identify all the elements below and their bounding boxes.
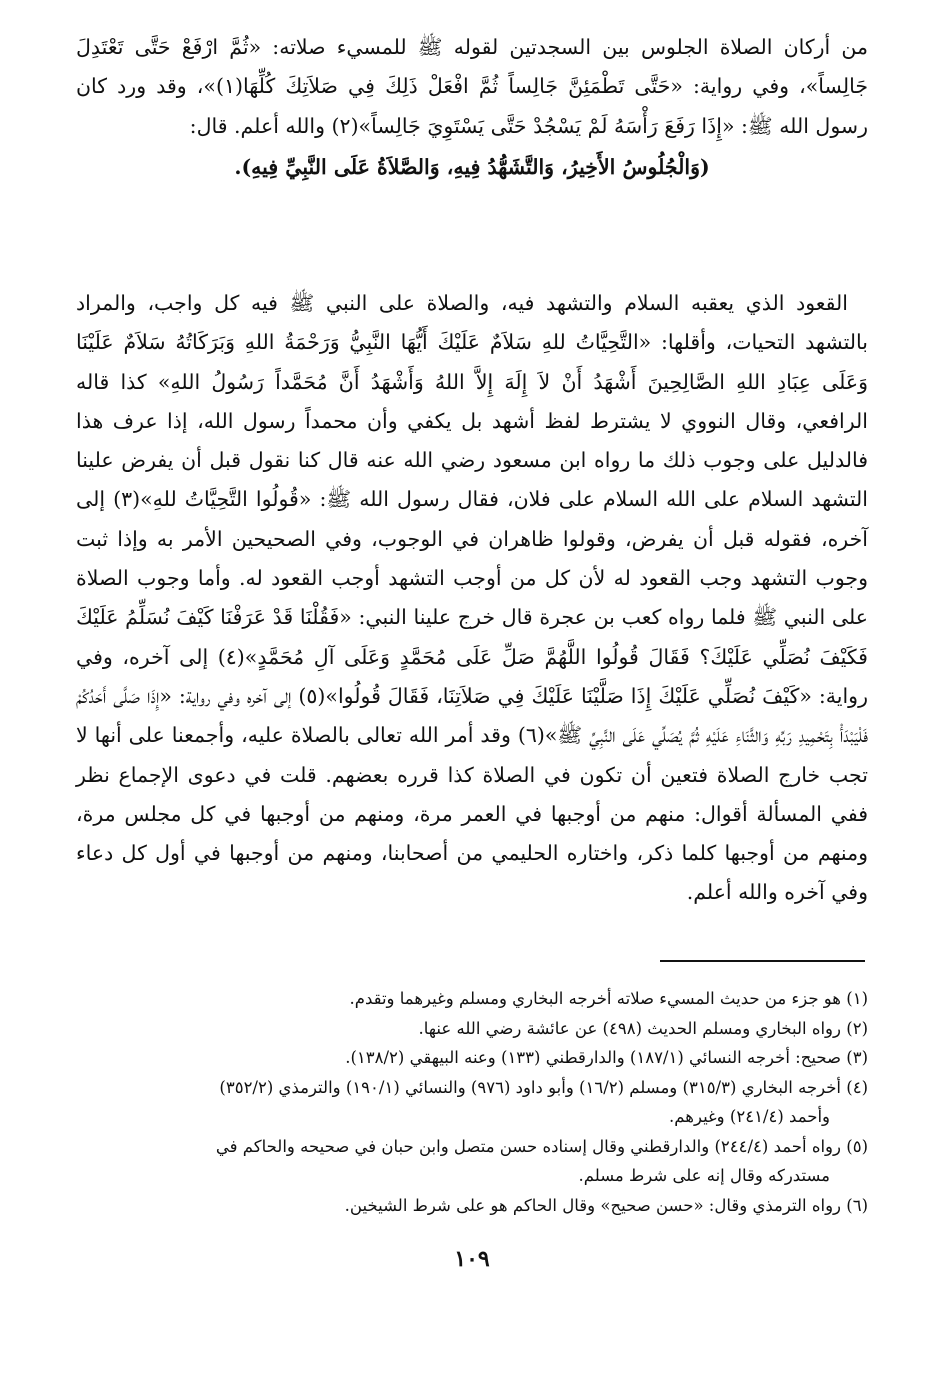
footnote-1: (١) هو جزء من حديث المسيء صلاته أخرجه البخاري ومسلم وغيرهما وتقدم. xyxy=(349,989,868,1008)
footnote-4: (٤) أخرجه البخاري (٣١٥/٣) ومسلم (١٦/٢) وأبو داود (٩٧٦) والنسائي (١٩٠/١) والترمذي (٣٥٢/٢) xyxy=(219,1077,868,1097)
paragraph-1: من أركان الصلاة الجلوس بين السجدتين لقوله ﷺ للمسيء صلاته: «ثُمَّ ارْفَعْ حَتَّى تَعْتَدِلَ جَالِساً»، وفي رواية: «حَتَّى تَطْمَئِنَّ جَالِساً ثُمَّ افْعَلْ ذَلِكَ فِي صَلاَتِكَ كُلِّهَا(١)»، وقد ورد كان رسول الله ﷺ: «إِذَا رَفَعَ رَأْسَهُ لَمْ يَسْجُدْ حَتَّى يَسْتَوِيَ جَالِساً»(٢) والله أعلم. قال: xyxy=(76,35,868,138)
matn-line: (وَالْجُلُوسُ الأَخِيرُ، وَالتَّشَهُّدُ فِيهِ، وَالصَّلاَةُ عَلَى النَّبِيِّ فِيهِ). xyxy=(234,154,710,179)
paragraph-2: القعود الذي يعقبه السلام والتشهد فيه، والصلاة على النبي ﷺ فيه كل واجب، والمراد بالتشهد التحيات، وأقلها: «التَّحِيَّاتُ للهِ سَلاَمٌ عَلَيْكَ أَيُّهَا النَّبِيُّ وَرَحْمَةُ اللهِ وَبَرَكَاتُهُ سَلاَمٌ عَلَيْنَا وَعَلَى عِبَادِ اللهِ الصَّالِحِينَ أَشْهَدُ أَنْ لاَ إِلَهَ إِلاَّ اللهُ وَأَشْهَدُ أَنَّ مُحَمَّداً رَسُولُ اللهِ» كذا قاله الرافعي، وقال النووي لا يشترط لفظ أشهد بل يكفي وأن محمداً رسول الله، إذا عرف هذا فالدليل على وجوب ذلك ما رواه ابن مسعود رضي الله عنه قال كنا نقول قبل أن يفرض علينا التشهد السلام على الله السلام على فلان، فقال رسول الله ﷺ: «قُولُوا التَّحِيَّاتُ للهِ»(٣) إلى آخره، فقوله قبل أن يفرض، وقولوا ظاهران في الوجوب، وفي الصحيحين الأمر به وإذا ثبت وجوب التشهد وجب القعود له لأن كل من أوجب التشهد أوجب القعود له. وأما وجوب الصلاة على النبي ﷺ فلما رواه كعب بن عجرة قال خرج علينا النبي: «فَقُلْنَا قَدْ عَرَفْنَا كَيْفَ نُسَلِّمُ عَلَيْكَ فَكَيْفَ نُصَلِّي عَلَيْكَ؟ فَقَالَ قُولُوا اللَّهُمَّ صَلِّ عَلَى مُحَمَّدٍ وَعَلَى آلِ مُحَمَّدٍ»(٤) إلى آخره، وفي رواية: «كَيْفَ نُصَلِّي عَلَيْكَ إِذَا صَلَّيْنَا عَلَيْكَ فِي صَلاَتِنَا، فَقَالَ قُولُوا»(٥) إلى آخره وفي رواية: «إِذَا صَلَّى أَحَدُكُمْ فَلْيَبْدَأْ بِتَحْمِيدِ رَبِّهِ وَالثَّنَاءِ عَلَيْهِ ثُمَّ يُصَلِّي عَلَى النَّبِيِّ ﷺ»(٦) وقد أمر الله تعالى بالصلاة عليه، وأجمعنا على أنها لا تجب خارج الصلاة فتعين أن تكون في الصلاة كذا قرره بعضهم. قلت في دعوى الإجماع نظر ففي المسألة أقوال: منهم من أوجبها في العمر مرة، ومنهم من أوجبها في كل مجلس مرة، ومنهم من أوجبها كلما ذكر، واختاره الحليمي من أصحابنا، ومنهم من أوجبها في أول كل دعاء وفي آخره والله أعلم. xyxy=(76,291,868,905)
footnote-2: (٢) رواه البخاري ومسلم الحديث (٤٩٨) عن عائشة رضي الله عنها. xyxy=(418,1018,868,1038)
commentary-block xyxy=(76,284,868,913)
footnote-5: (٥) رواه أحمد (٢٤٤/٤) والدارقطني وقال إسناده حسن متصل وابن حبان في صحيحه والحاكم في xyxy=(215,1136,868,1156)
footnote-3: (٣) صحيح: أخرجه النسائي (١٨٧/١) والدارقطني (١٣٣) وعنه البيهقي (١٣٨/٢). xyxy=(345,1048,868,1067)
footnote-4-continued: وأحمد (٢٤١/٤) وغيرهم. xyxy=(669,1107,830,1126)
footnotes xyxy=(78,984,868,1220)
footnote-separator xyxy=(660,960,865,962)
page-number: ١٠٩ xyxy=(454,1246,490,1272)
main-text xyxy=(76,28,868,913)
footnote-5-continued: مستدركه وقال إنه على شرط مسلم. xyxy=(578,1166,830,1185)
intro-block xyxy=(76,28,868,240)
footnote-6: (٦) رواه الترمذي وقال: «حسن صحيح» وقال الحاكم هو على شرط الشيخين. xyxy=(344,1195,868,1215)
